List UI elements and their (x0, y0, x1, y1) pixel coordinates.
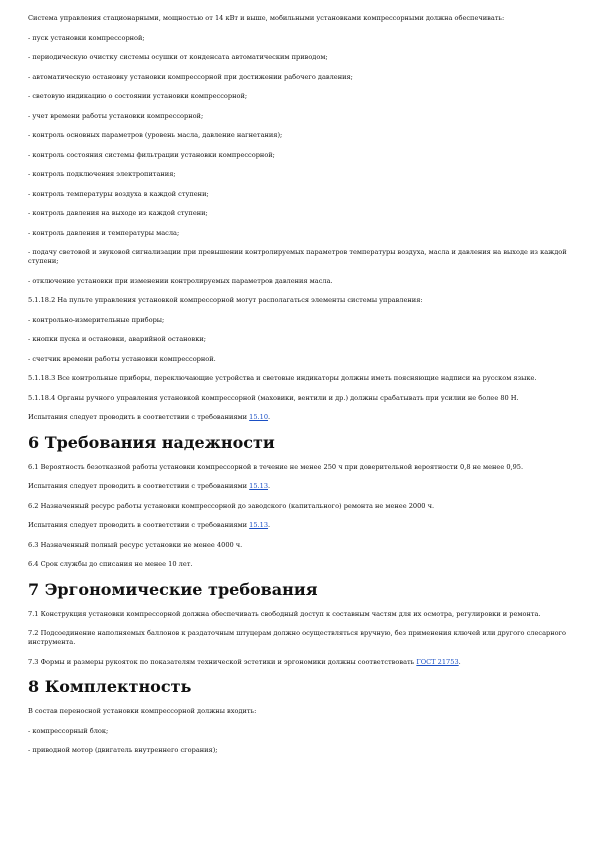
document-page (28, 14, 568, 766)
ref-link-15-13[interactable]: 15.13 (249, 521, 269, 529)
test-suffix: . (268, 521, 271, 529)
list-item: - контроль подключения электропитания; (28, 170, 176, 178)
ref-link-15-13[interactable]: 15.13 (249, 482, 269, 490)
list-item: - приводной мотор (двигатель внутреннего сгорания); (28, 746, 218, 754)
test-requirement (28, 521, 568, 530)
intro-paragraph: Система управления стационарными, мощностью от 14 кВт и выше, мобильными установками компрессорными должна обеспечивать: (28, 14, 505, 22)
list-item: - периодическую очистку системы осушки от конденсата автоматическим приводом; (28, 53, 328, 61)
clause-5-1-18-4: 5.1.18.4 Органы ручного управления установкой компрессорной (маховики, вентили и др.) должны срабатывать при усилии не более 80 Н. (28, 393, 519, 402)
clause-7-3-text: 7.3 Формы и размеры рукояток по показателям технической эстетики и эргономики должны соответствовать (28, 657, 417, 666)
clause-6-3: 6.3 Назначенный полный ресурс установки не менее 4000 ч. (28, 540, 243, 549)
test-suffix: . (268, 482, 271, 490)
test-text: Испытания следует проводить в соответствии с требованиями (28, 413, 250, 421)
section-7-heading: 7 Эргономические требования (28, 579, 318, 599)
list-item: - световую индикацию о состоянии установки компрессорной; (28, 92, 248, 100)
ref-link-15-10[interactable]: 15.10 (249, 413, 269, 421)
clause-7-3 (28, 658, 568, 667)
list-item: - подачу световой и звуковой сигнализации при превышении контролируемых параметров температуры воздуха, масла и давления на выходе из каждой ступени; (28, 248, 567, 265)
clause-5-1-18-3: 5.1.18.3 Все контрольные приборы, переключающие устройства и световые индикаторы должны иметь поясняющие надписи на русском языке. (28, 374, 537, 382)
test-text: Испытания следует проводить в соответствии с требованиями (28, 482, 250, 490)
clause-7-2: 7.2 Подсоединение наполняемых баллонов к раздаточным штуцерам должно осуществляться вручную, без применения ключей или другого слесарного инструмента. (28, 629, 567, 646)
list-item: - счетчик времени работы установки компрессорной. (28, 354, 216, 363)
clause-7-1: 7.1 Конструкция установки компрессорной должна обеспечивать свободный доступ к составным частям для их осмотра, регулировки и ремонта. (28, 609, 541, 618)
list-item: - учет времени работы установки компрессорной; (28, 111, 204, 120)
clause-6-2: 6.2 Назначенный ресурс работы установки компрессорной до заводского (капитального) ремонта не менее 2000 ч. (28, 501, 435, 510)
test-text: Испытания следует проводить в соответствии с требованиями (28, 521, 250, 529)
section-8-heading: 8 Комплектность (28, 677, 192, 696)
list-item: - контрольно-измерительные приборы; (28, 315, 165, 324)
list-item: - кнопки пуска и остановки, аварийной остановки; (28, 335, 206, 343)
list-item: - контроль давления на выходе из каждой ступени; (28, 209, 208, 217)
list-item: - пуск установки компрессорной; (28, 33, 145, 42)
ref-link-gost-21753[interactable]: ГОСТ 21753 (416, 657, 459, 666)
section-8-intro: В состав переносной установки компрессорной должны входить: (28, 707, 257, 715)
list-item: - контроль давления и температуры масла; (28, 228, 180, 237)
list-item: - контроль температуры воздуха в каждой ступени; (28, 189, 209, 198)
list-item: - компрессорный блок; (28, 726, 109, 735)
list-item: - контроль основных параметров (уровень масла, давление нагнетания); (28, 131, 283, 139)
list-item: - отключение установки при изменении контролируемых параметров давления масла. (28, 276, 333, 285)
section-6-heading: 6 Требования надежности (28, 432, 275, 452)
clause-7-3-suffix: . (458, 657, 461, 666)
clause-6-4: 6.4 Срок службы до списания не менее 10 лет. (28, 560, 193, 568)
clause-5-1-18-2: 5.1.18.2 На пульте управления установкой компрессорной могут располагаться элементы системы управления: (28, 296, 423, 304)
test-requirement (28, 482, 568, 491)
list-item: - автоматическую остановку установки компрессорной при достижении рабочего давления; (28, 72, 353, 81)
test-suffix: . (268, 413, 271, 421)
list-item: - контроль состояния системы фильтрации установки компрессорной; (28, 150, 275, 159)
clause-6-1: 6.1 Вероятность безотказной работы установки компрессорной в течение не менее 250 ч при доверительной вероятности 0,8 не менее 0,95. (28, 462, 524, 471)
test-requirement (28, 413, 568, 422)
